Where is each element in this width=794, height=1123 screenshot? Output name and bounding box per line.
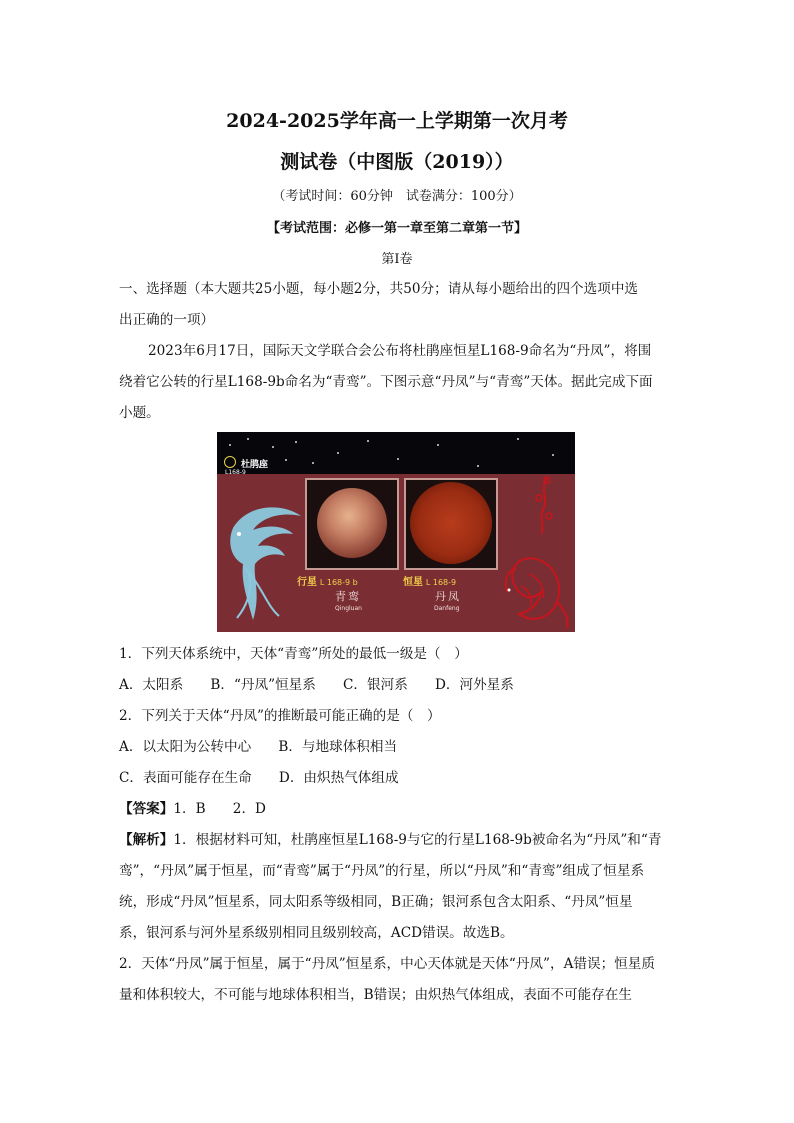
star-image-frame [404, 478, 498, 570]
answer-line [119, 799, 679, 819]
star-kind: 恒星 [403, 577, 423, 588]
analysis-text-1: 1．根据材料可知，杜鹃座恒星L168-9与它的行星L168-9b被命名为“丹凤”和“青 [173, 832, 662, 848]
star-name-en: Danfeng [434, 605, 460, 612]
section-heading-line2: 出正确的一项） [119, 312, 215, 328]
star-marker-label: L168-9 [225, 469, 246, 476]
exam-info: （考试时间：60分钟 试卷满分：100分） [272, 189, 522, 204]
exam-subtitle: 测试卷（中图版（2019）） [280, 151, 514, 173]
question-2-options-line2: C．表面可能存在生命 D．由炽热气体组成 [119, 770, 399, 786]
starfield-band [217, 432, 575, 474]
answer-text: 1．B 2．D [173, 801, 266, 817]
analysis-line3: 统，形成“丹凤”恒星系，同太阳系等级相同，B正确；银河系包含太阳系、“丹凤”恒星 [119, 894, 633, 910]
question-1-options: A．太阳系 B．“丹凤”恒星系 C．银河系 D．河外星系 [119, 677, 514, 693]
blue-phoenix-icon [223, 498, 307, 624]
star-code: L 168-9 [425, 578, 457, 587]
planet-kind: 行星 [297, 577, 317, 588]
exam-title: 2024-2025学年高一上学期第一次月考 [226, 110, 568, 132]
volume-heading: 第Ⅰ卷 [381, 252, 413, 267]
planet-qingluan-image [317, 488, 387, 558]
target-star-marker [224, 456, 236, 468]
section-heading-line1: 一、选择题（本大题共25小题，每小题2分，共50分；请从每小题给出的四个选项中选 [119, 281, 639, 297]
material-line2: 绕着它公转的行星L168-9b命名为“青鸾”。下图示意“丹凤”与“青鸾”天体。据此完成下面 [119, 374, 653, 390]
planet-name-en: Qingluan [335, 605, 362, 612]
analysis-line1 [119, 830, 679, 850]
answer-label: 【答案】 [119, 801, 174, 817]
star-danfeng-image [410, 482, 492, 564]
star-name-cn: 丹凤 [435, 590, 461, 603]
material-line1: 2023年6月17日，国际天文学联合会公布将杜鹃座恒星L168-9命名为“丹凤”，将围 [148, 343, 652, 359]
planet-label [297, 573, 358, 588]
constellation-label: 杜鹃座 [241, 460, 269, 470]
analysis-line2: 鸾”，“丹凤”属于恒星，而“青鸾”属于“丹凤”的行星，所以“丹凤”和“青鸾”组成了恒星系 [119, 863, 645, 879]
question-2-options-line1: A．以太阳为公转中心 B．与地球体积相当 [119, 739, 398, 755]
planet-image-frame [305, 478, 399, 570]
question-1-stem: 1．下列天体系统中，天体“青鸾”所处的最低一级是（ ） [119, 646, 468, 662]
material-line3: 小题。 [119, 405, 160, 421]
analysis-line4: 系，银河系与河外星系级别相同且级别较高，ACD错误。故选B。 [119, 925, 514, 941]
question-2-stem: 2．下列关于天体“丹凤”的推断最可能正确的是（ ） [119, 708, 441, 724]
star-label [403, 573, 456, 588]
analysis-line6: 量和体积较大，不可能与地球体积相当，B错误；由炽热气体组成，表面不可能存在生 [119, 987, 632, 1003]
danfeng-qingluan-figure [217, 432, 575, 632]
analysis-line5: 2．天体“丹凤”属于恒星，属于“丹凤”恒星系，中心天体就是天体“丹凤”，A错误；恒星质 [119, 956, 655, 972]
planet-name-cn: 青鸾 [335, 590, 361, 603]
red-phoenix-icon [499, 474, 573, 630]
planet-code: L 168-9 b [319, 578, 358, 587]
analysis-label: 【解析】 [119, 832, 174, 848]
exam-scope: 【考试范围：必修一第一章至第二章第一节】 [266, 221, 527, 236]
